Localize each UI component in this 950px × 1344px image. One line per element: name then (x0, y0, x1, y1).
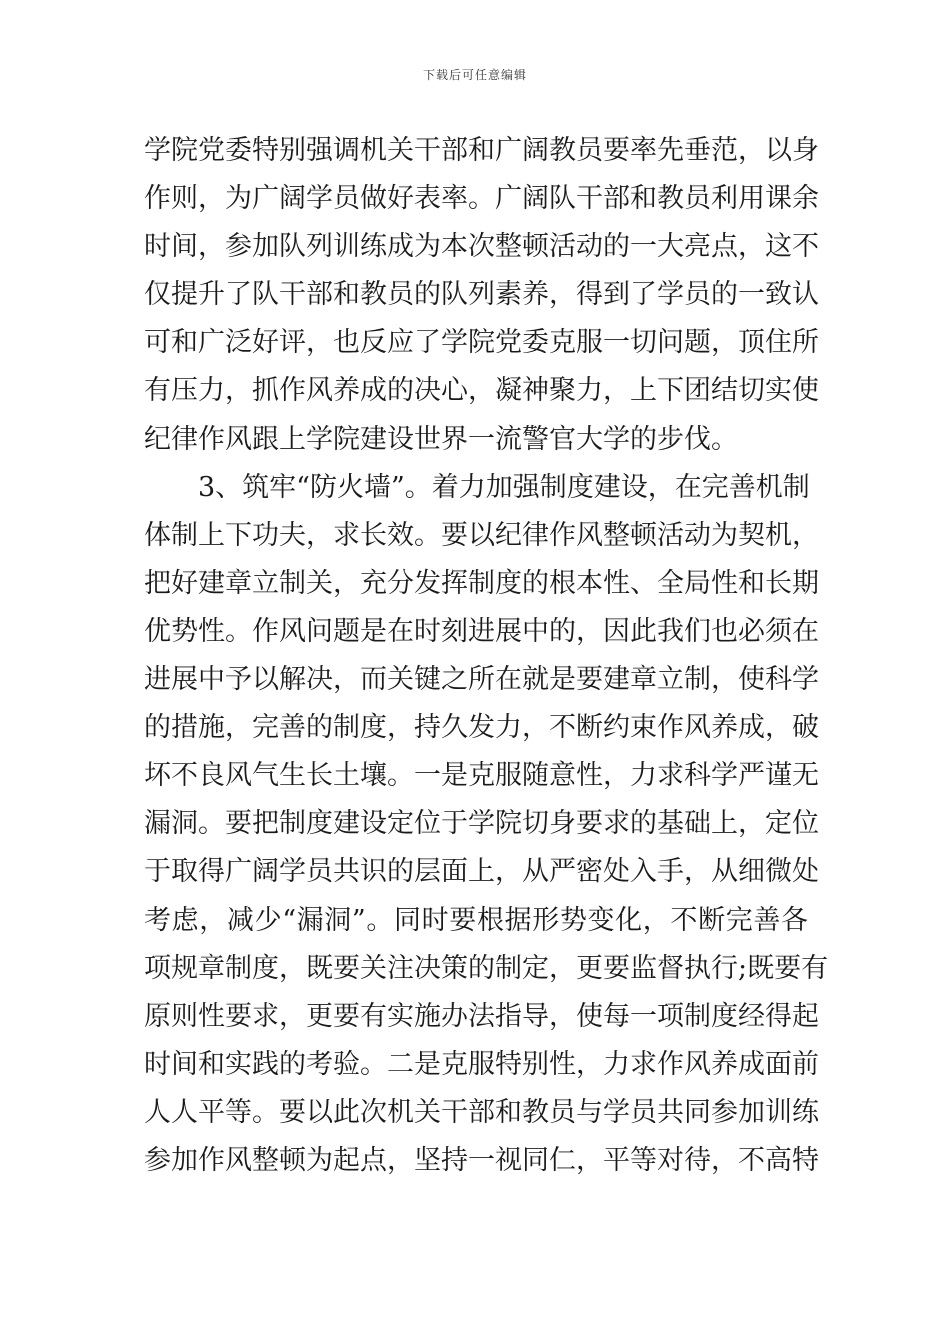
text-line: 考虑，减少“漏洞”。同时要根据形势变化，不断完善各 (144, 904, 808, 936)
text-line: 进展中予以解决，而关键之所在就是要建章立制，使科学 (144, 664, 819, 696)
text-line: 仅提升了队干部和教员的队列素养，得到了学员的一致认 (144, 279, 819, 311)
text-line: 原则性要求，更要有实施办法指导，使每一项制度经得起 (144, 1000, 819, 1032)
text-line: 于取得广阔学员共识的层面上，从严密处入手，从细微处 (144, 856, 819, 888)
text-line: 时间，参加队列训练成为本次整顿活动的一大亮点，这不 (144, 231, 819, 263)
text-line: 项规章制度，既要关注决策的制定，更要监督执行;既要有 (144, 952, 829, 984)
text-line: 有压力，抓作风养成的决心，凝神聚力，上下团结切实使 (144, 375, 819, 407)
text-line: 把好建章立制关，充分发挥制度的根本性、全局性和长期 (144, 567, 819, 599)
text-line: 参加作风整顿为起点，坚持一视同仁，平等对待，不高特 (144, 1144, 819, 1176)
text-line: 学院党委特别强调机关干部和广阔教员要率先垂范，以身 (144, 135, 819, 166)
text-line: 作则，为广阔学员做好表率。广阔队干部和教员利用课余 (144, 183, 819, 215)
text-line: 坏不良风气生长土壤。一是克服随意性，力求科学严谨无 (144, 760, 819, 792)
text-line: 漏洞。要把制度建设定位于学院切身要求的基础上，定位 (144, 808, 819, 840)
text-line: 可和广泛好评，也反应了学院党委克服一切问题，顶住所 (144, 327, 819, 359)
text-line: 3、筑牢“防火墙”。着力加强制度建设，在完善机制 (144, 471, 810, 503)
text-line: 时间和实践的考验。二是克服特别性，力求作风养成面前 (144, 1048, 819, 1080)
text-line: 人人平等。要以此次机关干部和教员与学员共同参加训练 (144, 1096, 819, 1128)
body-text (144, 127, 829, 1185)
text-line: 体制上下功夫，求长效。要以纪律作风整顿活动为契机， (144, 519, 819, 551)
text-line: 优势性。作风问题是在时刻进展中的，因此我们也必须在 (144, 615, 819, 647)
header-note: 下载后可任意编辑 (422, 68, 527, 82)
text-line: 的措施，完善的制度，持久发力，不断约束作风养成，破 (144, 712, 819, 744)
text-line: 纪律作风跟上学院建设世界一流警官大学的步伐。 (144, 423, 738, 455)
